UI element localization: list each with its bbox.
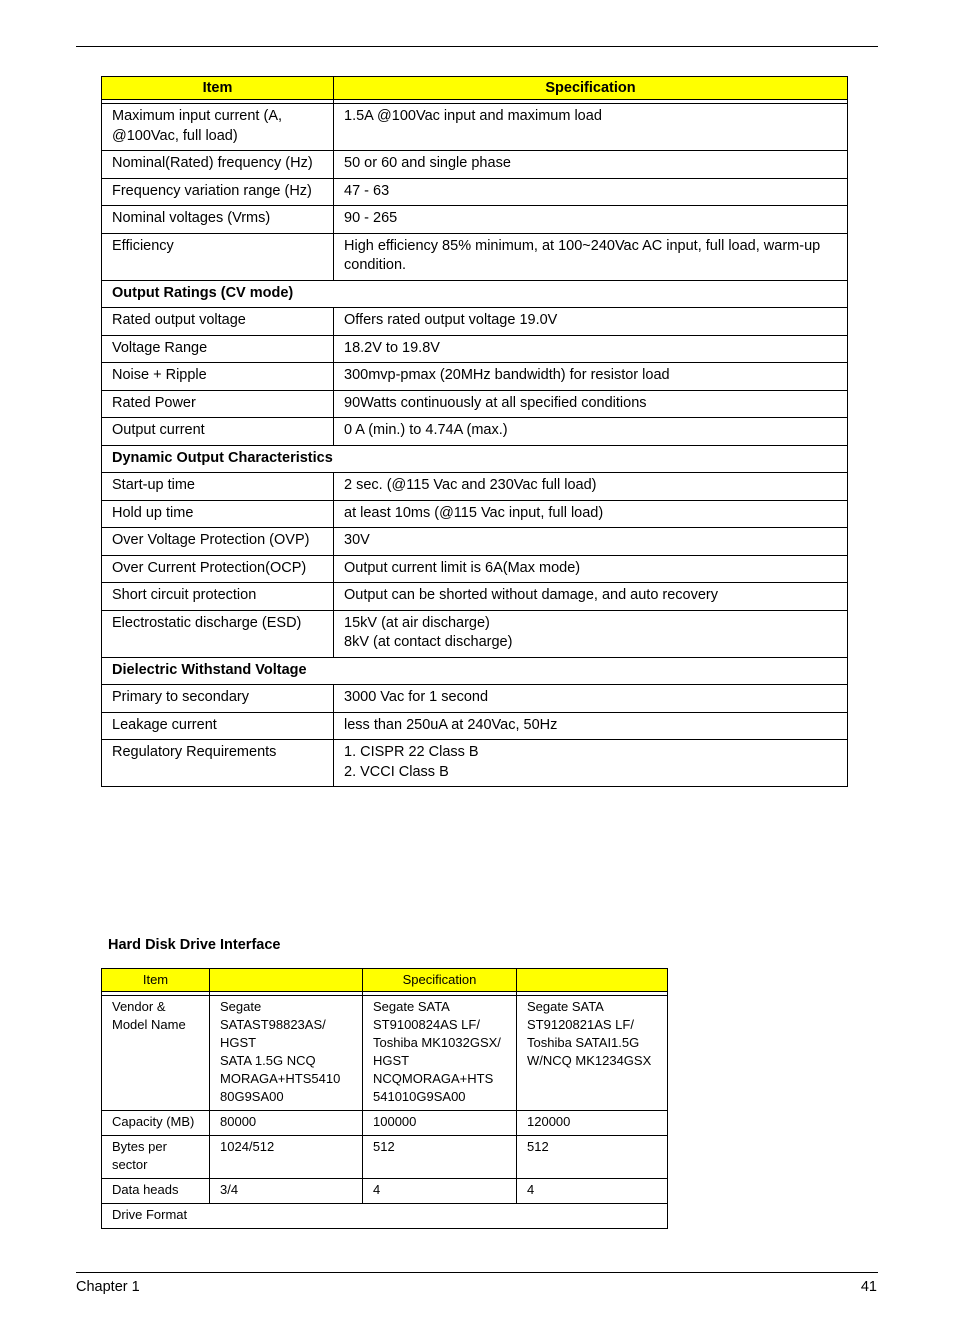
hdd-row xyxy=(102,996,668,1111)
spec-value-line: 90 - 265 xyxy=(344,210,398,226)
spec-row xyxy=(102,178,848,206)
hdd-value-cell xyxy=(363,1179,517,1204)
spec-item-cell: Nominal(Rated) frequency (Hz) xyxy=(102,151,334,179)
spec-item-cell: Hold up time xyxy=(102,500,334,528)
spec-value-line: 90Watts continuously at all specified conditions xyxy=(344,394,647,411)
spec-value-line: 47 - 63 xyxy=(344,182,390,199)
hdd-value-cell xyxy=(363,1111,517,1136)
hdd-header-item: Item xyxy=(102,969,210,992)
spec-row xyxy=(102,418,848,446)
spec-value-cell xyxy=(334,418,848,446)
spec-item-cell: Electrostatic discharge (ESD) xyxy=(102,610,334,657)
spec-value-line: 15kV (at air discharge) xyxy=(344,614,490,631)
hdd-value-line: 100000 xyxy=(373,1114,417,1129)
spec-value-cell xyxy=(334,104,848,151)
spec-value-cell xyxy=(334,610,848,657)
spec-row xyxy=(102,583,848,611)
hdd-value-cell xyxy=(517,1179,668,1204)
spec-table xyxy=(101,76,848,787)
spec-row xyxy=(102,528,848,556)
hdd-item-cell: Vendor & Model Name xyxy=(102,996,210,1111)
hdd-row xyxy=(102,1136,668,1179)
bottom-rule xyxy=(76,1272,878,1273)
footer-chapter: Chapter 1 xyxy=(76,1279,140,1295)
spec-item-cell: Over Voltage Protection (OVP) xyxy=(102,528,334,556)
hdd-value-cell xyxy=(210,1111,363,1136)
top-rule xyxy=(76,46,878,47)
spec-value-line: 300mvp-pmax (20MHz bandwidth) for resistor load xyxy=(344,367,670,383)
spec-row xyxy=(102,740,848,787)
spec-row xyxy=(102,610,848,657)
spec-value-line: 3000 Vac for 1 second xyxy=(344,689,489,705)
spec-value-cell xyxy=(334,740,848,787)
hdd-value-cell xyxy=(517,996,668,1111)
spec-value-cell xyxy=(334,151,848,179)
spec-value-cell xyxy=(334,555,848,583)
hdd-item-cell: Bytes per sector xyxy=(102,1136,210,1179)
spec-item-cell: Over Current Protection(OCP) xyxy=(102,555,334,583)
hdd-row xyxy=(102,1111,668,1136)
hdd-value-line: Segate SATA ST9120821AS LF/ Toshiba SATAI1.5G W/NCQ MK1234GSX xyxy=(527,999,652,1068)
spec-row xyxy=(102,104,848,151)
spec-item-cell: Frequency variation range (Hz) xyxy=(102,178,334,206)
spec-value-line: Offers rated output voltage 19.0V xyxy=(344,312,558,328)
spec-item-cell: Noise + Ripple xyxy=(102,363,334,391)
hdd-row xyxy=(102,1179,668,1204)
hdd-value-line: SATA 1.5G NCQ MORAGA+HTS5410 80G9SA00 xyxy=(220,1053,341,1104)
hdd-header-col-2 xyxy=(210,969,363,992)
spec-value-cell xyxy=(334,583,848,611)
hdd-item-cell: Capacity (MB) xyxy=(102,1111,210,1136)
spec-row xyxy=(102,233,848,280)
spec-item-cell: Nominal voltages (Vrms) xyxy=(102,206,334,234)
spec-value-line: 2. VCCI Class B xyxy=(344,763,449,780)
spec-value-line: 0 A (min.) to 4.74A (max.) xyxy=(344,422,508,438)
hdd-value-line: 1024/512 xyxy=(220,1139,275,1154)
spec-value-line: Output current limit is 6A(Max mode) xyxy=(344,559,581,576)
spec-row xyxy=(102,151,848,179)
hdd-value-line: Segate SATAST98823AS/ HGST xyxy=(220,999,326,1050)
spec-value-line: High efficiency 85% minimum, at 100~240Vac AC input, full load, warm-up condition. xyxy=(344,237,821,273)
hdd-item-cell: Data heads xyxy=(102,1179,210,1204)
spec-value-cell xyxy=(334,308,848,336)
hdd-body xyxy=(102,996,668,1229)
hdd-value-cell xyxy=(210,996,363,1111)
hdd-value-line: 120000 xyxy=(527,1114,571,1129)
spec-row xyxy=(102,500,848,528)
spec-item-cell: Maximum input current (A, @100Vac, full load) xyxy=(102,104,334,151)
spec-value-cell xyxy=(334,335,848,363)
hdd-header-col-4 xyxy=(517,969,668,992)
spec-value-cell xyxy=(334,685,848,713)
spec-row xyxy=(102,206,848,234)
spec-section-row xyxy=(102,657,848,685)
hdd-value-cell xyxy=(210,1179,363,1204)
spec-value-line: 30V xyxy=(344,532,370,548)
hdd-value-line: 4 xyxy=(527,1182,535,1197)
spec-value-cell xyxy=(334,473,848,501)
spec-value-cell xyxy=(334,233,848,280)
spec-item-cell: Voltage Range xyxy=(102,335,334,363)
spec-section-row xyxy=(102,445,848,473)
hdd-header-specification: Specification xyxy=(363,969,517,992)
footer-page-number: 41 xyxy=(860,1279,877,1295)
spec-section-row xyxy=(102,280,848,308)
spec-value-line: Output can be shorted without damage, and auto recovery xyxy=(344,587,719,603)
spec-row xyxy=(102,308,848,336)
spec-item-cell: Start-up time xyxy=(102,473,334,501)
hdd-value-line: 512 xyxy=(373,1139,395,1154)
hdd-value-line: 3/4 xyxy=(220,1182,239,1197)
spec-value-line: less than 250uA at 240Vac, 50Hz xyxy=(344,716,558,733)
hdd-table xyxy=(101,968,668,1229)
hdd-value-line: HGST NCQMORAGA+HTS 541010G9SA00 xyxy=(373,1053,494,1104)
spec-value-cell xyxy=(334,528,848,556)
hdd-value-cell xyxy=(517,1111,668,1136)
hdd-value-line: 512 xyxy=(527,1139,549,1154)
spec-value-cell xyxy=(334,390,848,418)
spec-item-cell: Rated Power xyxy=(102,390,334,418)
spec-section-title: Dynamic Output Characteristics xyxy=(102,445,848,473)
spec-row xyxy=(102,473,848,501)
hdd-value-cell xyxy=(210,1136,363,1179)
spec-item-cell: Output current xyxy=(102,418,334,446)
spec-value-line: 50 or 60 and single phase xyxy=(344,155,511,171)
hdd-item-cell: Drive Format xyxy=(102,1204,668,1229)
hdd-value-line: Segate SATA ST9100824AS LF/ Toshiba MK1032GSX/ xyxy=(373,999,501,1050)
hdd-value-cell xyxy=(517,1136,668,1179)
spec-row xyxy=(102,335,848,363)
spec-body xyxy=(102,104,848,787)
spec-row xyxy=(102,555,848,583)
spec-row xyxy=(102,712,848,740)
hdd-section-title: Hard Disk Drive Interface xyxy=(108,937,281,953)
spec-item-cell: Rated output voltage xyxy=(102,308,334,336)
spec-header-row xyxy=(102,77,848,100)
hdd-value-cell xyxy=(363,996,517,1111)
spec-value-line: 1.5A @100Vac input and maximum load xyxy=(344,108,602,124)
spec-value-cell xyxy=(334,712,848,740)
spec-item-cell: Leakage current xyxy=(102,712,334,740)
spec-section-title: Dielectric Withstand Voltage xyxy=(102,657,848,685)
spec-item-cell: Efficiency xyxy=(102,233,334,280)
spec-value-line: 1. CISPR 22 Class B xyxy=(344,744,479,760)
hdd-header-row xyxy=(102,969,668,992)
spec-value-line: 18.2V to 19.8V xyxy=(344,339,440,356)
hdd-value-cell xyxy=(363,1136,517,1179)
spec-row xyxy=(102,390,848,418)
spec-item-cell: Regulatory Requirements xyxy=(102,740,334,787)
spec-row xyxy=(102,363,848,391)
hdd-row xyxy=(102,1204,668,1229)
spec-value-cell xyxy=(334,363,848,391)
spec-item-cell: Short circuit protection xyxy=(102,583,334,611)
spec-value-line: at least 10ms (@115 Vac input, full load) xyxy=(344,504,604,521)
spec-value-cell xyxy=(334,500,848,528)
spec-value-cell xyxy=(334,178,848,206)
hdd-value-line: 4 xyxy=(373,1182,381,1197)
spec-header-specification: Specification xyxy=(334,77,848,100)
hdd-value-line: 80000 xyxy=(220,1114,257,1129)
spec-section-title: Output Ratings (CV mode) xyxy=(102,280,848,308)
spec-row xyxy=(102,685,848,713)
spec-value-line: 8kV (at contact discharge) xyxy=(344,634,513,650)
spec-value-cell xyxy=(334,206,848,234)
spec-item-cell: Primary to secondary xyxy=(102,685,334,713)
spec-value-line: 2 sec. (@115 Vac and 230Vac full load) xyxy=(344,477,597,493)
spec-header-item: Item xyxy=(102,77,334,100)
